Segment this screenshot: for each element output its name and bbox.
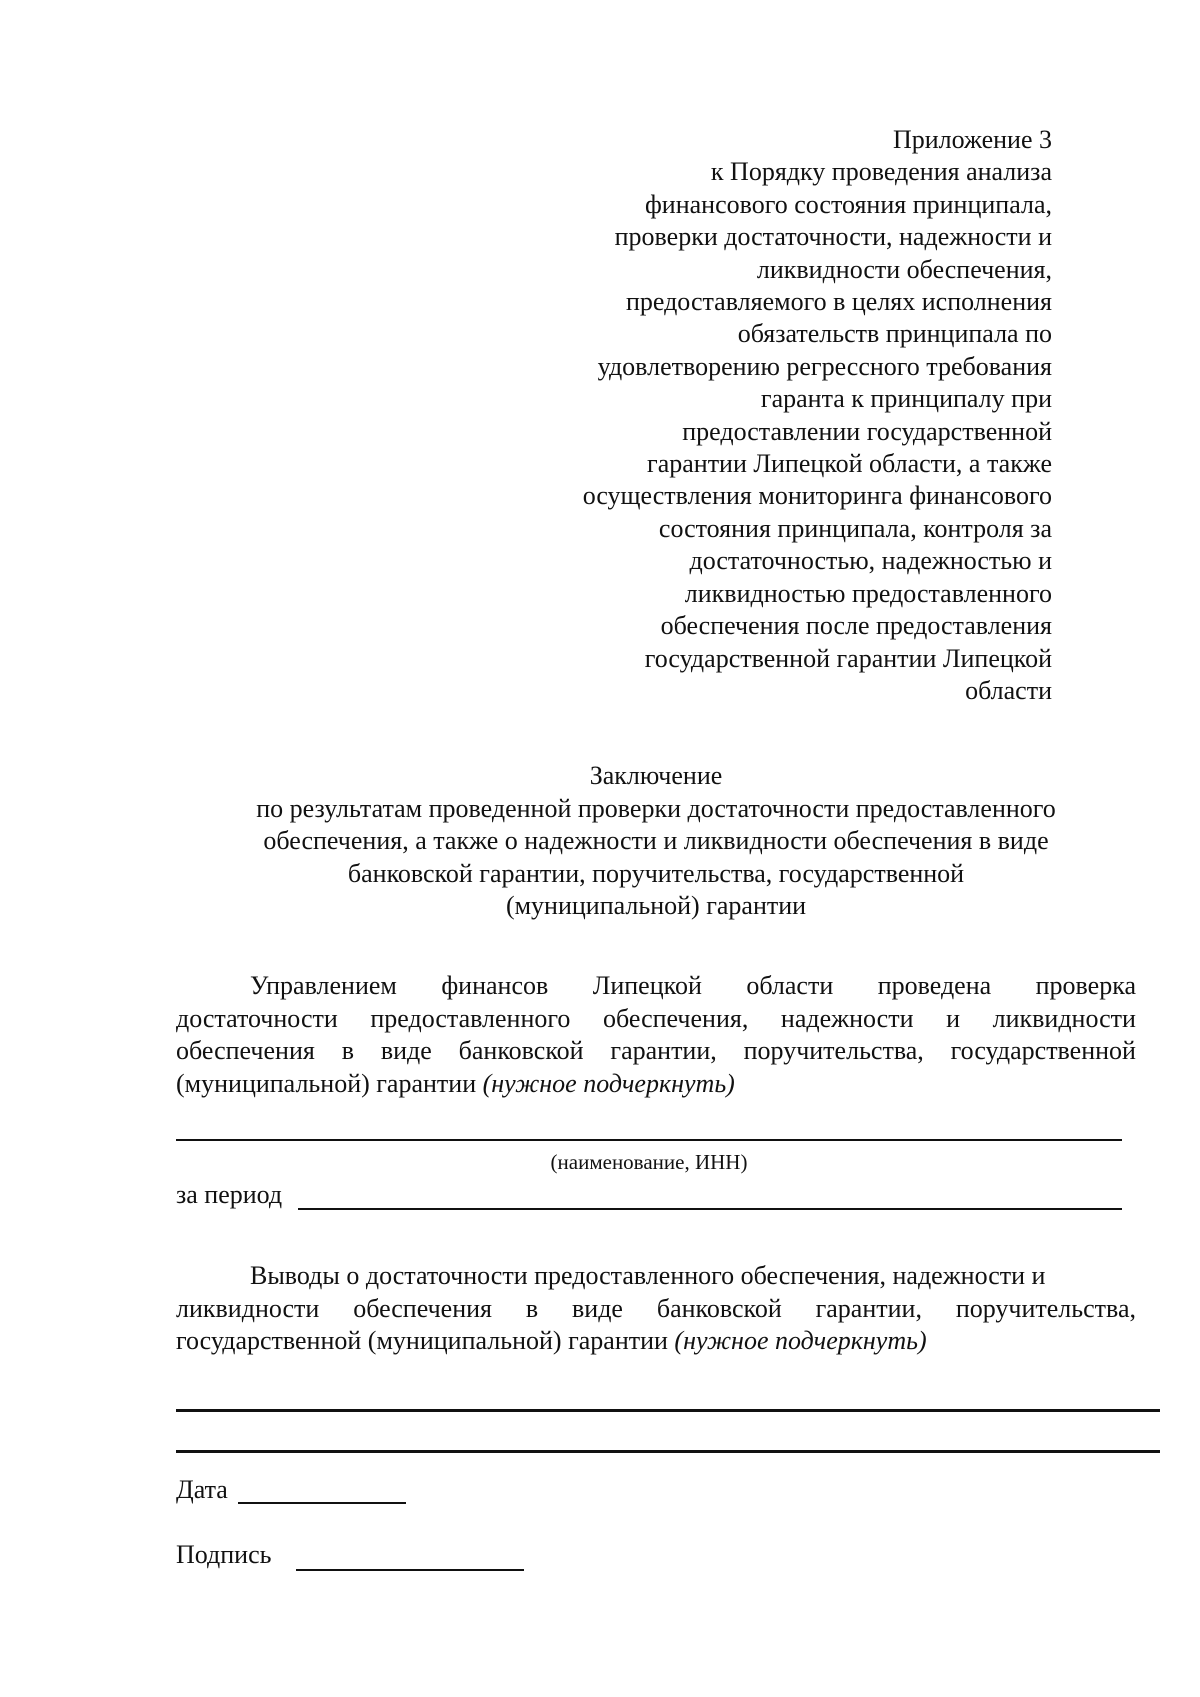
inspection-paragraph — [176, 970, 1136, 1100]
date-label: Дата — [176, 1475, 228, 1504]
appendix-line: проверки достаточности, надежности и — [614, 222, 1052, 252]
paragraph-text: Выводы о достаточности предоставленного обеспечения, надежности и — [250, 1261, 1046, 1290]
conclusion-paragraph — [176, 1260, 1136, 1358]
paragraph-word: проведена — [877, 971, 992, 1000]
paragraph-word: Липецкой — [592, 971, 702, 1000]
paragraph-line — [176, 1325, 1136, 1358]
appendix-header — [492, 124, 1052, 707]
paragraph-word: виде — [380, 1036, 432, 1065]
appendix-line: удовлетворению регрессного требования — [597, 351, 1052, 381]
appendix-line: Приложение 3 — [892, 125, 1052, 154]
paragraph-word: обеспечения — [353, 1293, 493, 1323]
appendix-line: обязательств принципала по — [737, 319, 1052, 349]
period-fill-line — [298, 1208, 1122, 1210]
signature-fill-line — [296, 1569, 524, 1571]
paragraph-word: виде — [572, 1293, 623, 1323]
paragraph-word: области — [746, 971, 834, 1000]
appendix-line: осуществления мониторинга финансового — [582, 481, 1052, 511]
paragraph-word: достаточности — [176, 1003, 338, 1033]
paragraph-text: (муниципальной) гарантии — [176, 1068, 477, 1098]
appendix-line: финансового состояния принципала, — [644, 189, 1052, 219]
appendix-line: ликвидностью предоставленного — [684, 578, 1052, 608]
paragraph-word: гарантии, — [610, 1036, 717, 1065]
appendix-line: к Порядку проведения анализа — [710, 157, 1052, 187]
paragraph-word: обеспечения — [176, 1036, 315, 1065]
paragraph-word: банковской — [656, 1293, 782, 1323]
paragraph-word: в — [525, 1293, 539, 1323]
paragraph-word: и — [946, 1003, 961, 1033]
paragraph-word: в — [341, 1036, 354, 1065]
paragraph-text: государственной (муниципальной) гарантии — [176, 1326, 668, 1355]
title-subtitle-line: по результатам проведенной проверки достаточности предоставленного — [256, 793, 1056, 823]
paragraph-word: поручительства, — [743, 1036, 924, 1065]
paragraph-word: проверка — [1035, 971, 1136, 1000]
paragraph-word: финансов — [441, 971, 549, 1000]
period-label: за период — [176, 1180, 283, 1209]
appendix-line: достаточностью, надежностью и — [689, 546, 1052, 576]
title-subtitle-line: (муниципальной) гарантии — [505, 891, 807, 920]
paragraph-word: предоставленного — [370, 1003, 571, 1033]
title-subtitle-line: банковской гарантии, поручительства, государственной — [347, 858, 965, 888]
appendix-line: состояния принципала, контроля за — [658, 513, 1052, 543]
paragraph-word: гарантии, — [815, 1293, 922, 1323]
appendix-line: обеспечения после предоставления — [660, 611, 1052, 641]
underline-note: (нужное подчеркнуть) — [674, 1326, 927, 1355]
paragraph-line — [176, 1068, 1136, 1101]
appendix-line: предоставляемого в целях исполнения — [625, 287, 1052, 317]
name-fill-line — [176, 1139, 1122, 1141]
paragraph-word: ликвидности — [176, 1293, 320, 1323]
conclusion-fill-line — [176, 1409, 1160, 1412]
paragraph-word: ликвидности — [992, 1003, 1136, 1033]
paragraph-word: обеспечения, — [603, 1003, 749, 1033]
paragraph-line — [176, 970, 1136, 1003]
appendix-line: предоставлении государственной — [682, 416, 1052, 446]
appendix-line: ликвидности обеспечения, — [756, 254, 1052, 284]
paragraph-word: государственной — [950, 1036, 1136, 1065]
paragraph-line — [176, 1293, 1136, 1326]
underline-note: (нужное подчеркнуть) — [482, 1068, 735, 1098]
appendix-line: области — [965, 675, 1052, 705]
paragraph-word: Управлением — [250, 971, 397, 1000]
title-heading: Заключение — [589, 761, 723, 790]
paragraph-word: надежности — [780, 1003, 914, 1033]
appendix-line: гарантии Липецкой области, а также — [647, 449, 1052, 479]
title-subtitle-line: обеспечения, а также о надежности и ликвидности обеспечения в виде — [263, 826, 1049, 855]
paragraph-line — [176, 1035, 1136, 1068]
paragraph-line — [176, 1003, 1136, 1036]
document-title — [176, 760, 1136, 923]
name-inn-caption: (наименование, ИНН) — [550, 1150, 748, 1174]
paragraph-word: банковской — [458, 1036, 584, 1065]
conclusion-fill-line — [176, 1450, 1160, 1453]
appendix-line: гаранта к принципалу при — [760, 384, 1052, 414]
paragraph-word: поручительства, — [955, 1293, 1136, 1323]
paragraph-line — [176, 1260, 1136, 1293]
signature-label: Подпись — [176, 1540, 272, 1569]
appendix-line: государственной гарантии Липецкой — [644, 643, 1052, 673]
date-fill-line — [238, 1502, 406, 1504]
